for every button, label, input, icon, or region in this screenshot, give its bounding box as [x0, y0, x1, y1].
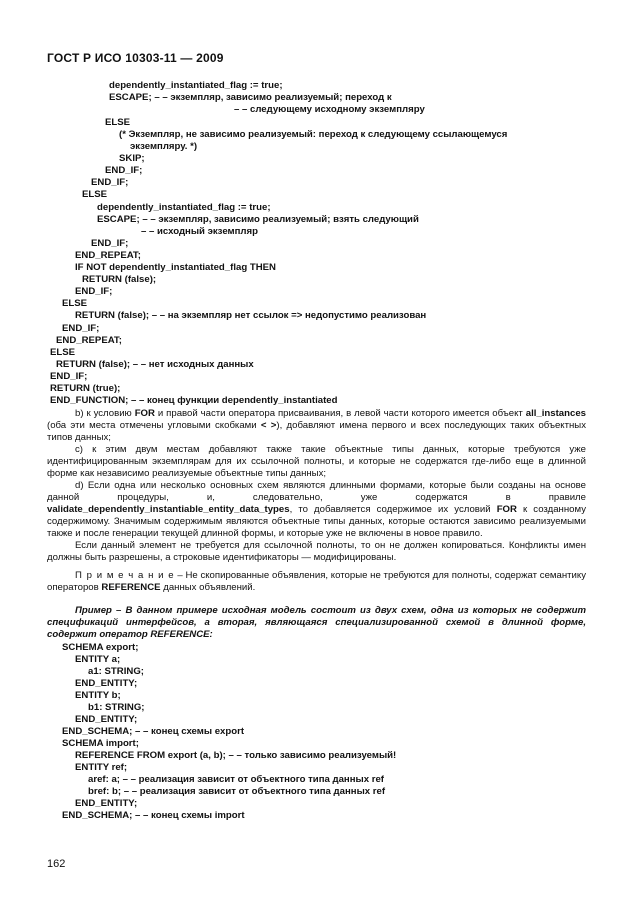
- code-line: END_REPEAT;: [75, 250, 141, 261]
- code-line: bref: b; – – реализация зависит от объектного типа данных ref: [88, 786, 386, 797]
- code-line: ELSE: [105, 117, 131, 128]
- code-line: IF NOT dependently_instantiated_flag THEN: [75, 262, 276, 273]
- code-line: END_ENTITY;: [75, 678, 138, 689]
- code-line: END_IF;: [105, 165, 143, 176]
- code-line: END_SCHEMA; – – конец схемы export: [62, 726, 245, 737]
- paragraph-c: c) к этим двум местам добавляют также такие объектные типы данных, которые требуются уже идентифицированным экземплярам для их ссылочной полноты, и которые не содержатся где-либо еще в длинной форме как независимо реализуемые объектные типы данных;: [47, 444, 586, 479]
- code-line: ENTITY a;: [75, 654, 121, 665]
- code-line: RETURN (false);: [82, 274, 157, 285]
- code-line: REFERENCE FROM export (a, b); – – только зависимо реализуемый!: [75, 750, 397, 761]
- code-line: END_REPEAT;: [56, 335, 122, 346]
- code-line: END_ENTITY;: [75, 798, 138, 809]
- paragraph-e: Если данный элемент не требуется для ссылочной полноты, то он не должен копироваться. Конфликты имен должны быть разрешены, а строковые идентификаторы — модифицированы.: [47, 540, 586, 563]
- code-line: ENTITY b;: [75, 690, 121, 701]
- code-line: ESCAPE; – – экземпляр, зависимо реализуемый; взять следующий: [97, 214, 419, 225]
- code-line: dependently_instantiated_flag := true;: [97, 202, 271, 213]
- code-line: aref: a; – – реализация зависит от объектного типа данных ref: [88, 774, 384, 785]
- paragraph-b: b) к условию FOR и правой части оператора присваивания, в левой части которого имеется объект all_instances (оба эти места отмечены угловыми скобками < >), добавляют имена первого и всех последующих таких объектных типов данных;: [47, 408, 586, 443]
- code-line: END_IF;: [91, 177, 129, 188]
- code-line: END_IF;: [50, 371, 88, 382]
- code-line: dependently_instantiated_flag := true;: [109, 80, 283, 91]
- code-line: END_IF;: [75, 286, 113, 297]
- code-line: – – исходный экземпляр: [141, 226, 258, 237]
- code-line: END_IF;: [91, 238, 129, 249]
- code-line: ELSE: [50, 347, 76, 358]
- example-intro: Пример – В данном примере исходная модель состоит из двух схем, одна из которых не содержит спецификаций интерфейсов, а вторая, являющаяся специализированной схемой в длинной форме, содержит оператор REFERENCE:: [47, 605, 586, 640]
- code-line: END_SCHEMA; – – конец схемы import: [62, 810, 245, 821]
- code-line: RETURN (false); – – на экземпляр нет ссылок => недопустимо реализован: [75, 310, 427, 321]
- code-line: ESCAPE; – – экземпляр, зависимо реализуемый; переход к: [109, 92, 392, 103]
- code-line: ELSE: [62, 298, 88, 309]
- code-line: RETURN (false); – – нет исходных данных: [56, 359, 254, 370]
- code-line: END_ENTITY;: [75, 714, 138, 725]
- code-line: (* Экземпляр, не зависимо реализуемый: переход к следующему ссылающемуся: [119, 129, 508, 140]
- code-line: ELSE: [82, 189, 108, 200]
- page-header: ГОСТ Р ИСО 10303-11 — 2009: [47, 51, 224, 65]
- code-line: a1: STRING;: [88, 666, 144, 677]
- code-line: END_IF;: [62, 323, 100, 334]
- page-number: 162: [47, 858, 66, 870]
- code-line: RETURN (true);: [50, 383, 121, 394]
- code-line: экземпляру. *): [130, 141, 198, 152]
- paragraph-d: d) Если одна или несколько основных схем являются длинными формами, которые были созданы на основе данной процедуры, и, следовательно, уже содержатся в правиле validate_dependently_instantiable_entity_data_types, то добавляется содержимое их условий FOR к созданному содержимому. Значимым содержимым являются объектные типы данных, которые остаются зависимо реализуемыми также и после генерации текущей длинной формы, и которые уже не включены в новое правило.: [47, 480, 586, 539]
- code-line: – – следующему исходному экземпляру: [234, 104, 425, 115]
- code-line: b1: STRING;: [88, 702, 145, 713]
- note-paragraph: П р и м е ч а н и е – Не скопированные объявления, которые не требуются для полноты, содержат семантику операторов REFERENCE данных объявлений.: [47, 570, 586, 593]
- body-text: [47, 408, 586, 594]
- code-line: END_FUNCTION; – – конец функции dependently_instantiated: [50, 395, 338, 406]
- code-line: SKIP;: [119, 153, 145, 164]
- code-line: ENTITY ref;: [75, 762, 128, 773]
- code-line: SCHEMA import;: [62, 738, 139, 749]
- code-line: SCHEMA export;: [62, 642, 139, 653]
